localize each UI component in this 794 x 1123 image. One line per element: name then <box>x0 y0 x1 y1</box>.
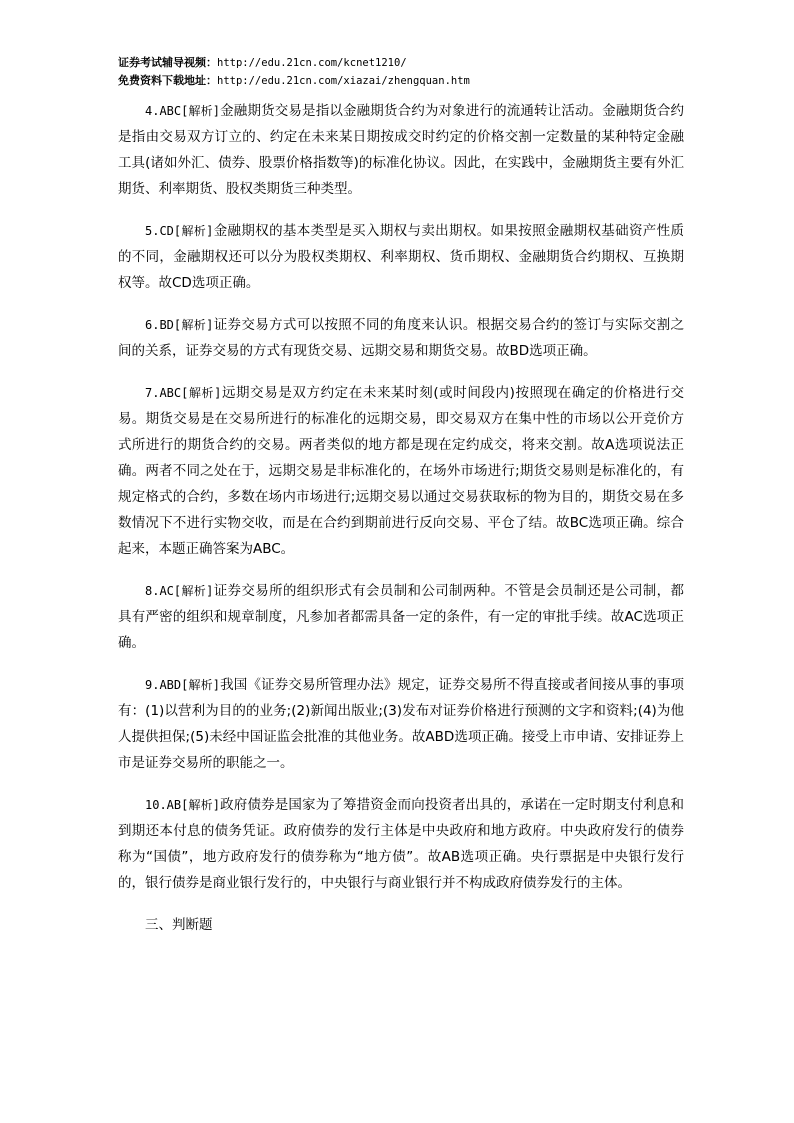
section-heading-true-false: 三、判断题 <box>145 917 213 933</box>
download-link-line <box>118 72 718 90</box>
answer-lead: 9.ABD[解析] <box>145 678 221 692</box>
answer-paragraph-4 <box>118 98 684 202</box>
page-header <box>118 54 718 90</box>
answer-lead: 10.AB[解析] <box>145 798 221 812</box>
answer-text: 金融期权的基本类型是买入期权与卖出期权。如果按照金融期权基础资产性质的不同，金融期权还可以分为股权类期权、利率期权、货币期权、金融期货合约期权、互换期权等。故CD选项正确。 <box>118 223 684 291</box>
answer-text: 政府债券是国家为了筹措资金而向投资者出具的，承诺在一定时期支付利息和到期还本付息的债务凭证。政府债券的发行主体是中央政府和地方政府。中央政府发行的债券称为“国债”，地方政府发行的债券称为“地方债”。故AB选项正确。央行票据是中央银行发行的，银行债券是商业银行发行的，中央银行与商业银行并不构成政府债券发行的主体。 <box>118 797 684 891</box>
answer-paragraph-6 <box>118 312 684 364</box>
answer-paragraph-5 <box>118 218 684 296</box>
answer-lead: 4.ABC[解析] <box>145 104 221 118</box>
video-link-url[interactable]: http://edu.21cn.com/kcnet1210/ <box>217 57 407 69</box>
answer-text: 证券交易所的组织形式有会员制和公司制两种。不管是会员制还是公司制，都具有严密的组织和规章制度，凡参加者都需具备一定的条件，有一定的审批手续。故AC选项正确。 <box>118 583 684 651</box>
download-link-url[interactable]: http://edu.21cn.com/xiazai/zhengquan.htm <box>217 75 470 87</box>
answer-text: 金融期货交易是指以金融期货合约为对象进行的流通转让活动。金融期货合约是指由交易双方订立的、约定在未来某日期按成交时约定的价格交割一定数量的某种特定金融工具(诸如外汇、债券、股票价格指数等)的标准化协议。因此，在实践中，金融期货主要有外汇期货、利率期货、股权类期货三种类型。 <box>118 103 684 197</box>
answer-paragraph-9 <box>118 672 684 776</box>
answer-lead: 5.CD[解析] <box>145 224 214 238</box>
answer-text: 远期交易是双方约定在未来某时刻(或时间段内)按照现在确定的价格进行交易。期货交易是在交易所进行的标准化的远期交易，即交易双方在集中性的市场以公开竞价方式所进行的期货合约的交易。两者类似的地方都是现在定约成交，将来交割。故A选项说法正确。两者不同之处在于，远期交易是非标准化的，在场外市场进行;期货交易则是标准化的，有规定格式的合约，多数在场内市场进行;远期交易以通过交易获取标的物为目的，期货交易在多数情况下不进行实物交收，而是在合约到期前进行反向交易、平仓了结。故BC选项正确。综合起来，本题正确答案为ABC。 <box>118 385 684 557</box>
video-link-label: 证券考试辅导视频： <box>118 56 217 69</box>
answer-lead: 7.ABC[解析] <box>145 386 222 400</box>
video-link-line <box>118 54 718 72</box>
answer-paragraph-7 <box>118 380 684 562</box>
answer-text: 我国《证券交易所管理办法》规定，证券交易所不得直接或者间接从事的事项有：(1)以营利为目的的业务;(2)新闻出版业;(3)发布对证券价格进行预测的文字和资料;(4)为他人提供担保;(5)未经中国证监会批准的其他业务。故ABD选项正确。接受上市申请、安排证券上市是证券交易所的职能之一。 <box>118 677 684 771</box>
download-link-label: 免费资料下载地址： <box>118 74 217 87</box>
answer-text: 证券交易方式可以按照不同的角度来认识。根据交易合约的签订与实际交割之间的关系，证券交易的方式有现货交易、远期交易和期货交易。故BD选项正确。 <box>118 317 684 359</box>
answer-paragraph-8 <box>118 578 684 656</box>
answer-paragraph-10 <box>118 792 684 896</box>
answer-lead: 8.AC[解析] <box>145 584 214 598</box>
answer-lead: 6.BD[解析] <box>145 318 214 332</box>
answer-content <box>118 98 684 938</box>
